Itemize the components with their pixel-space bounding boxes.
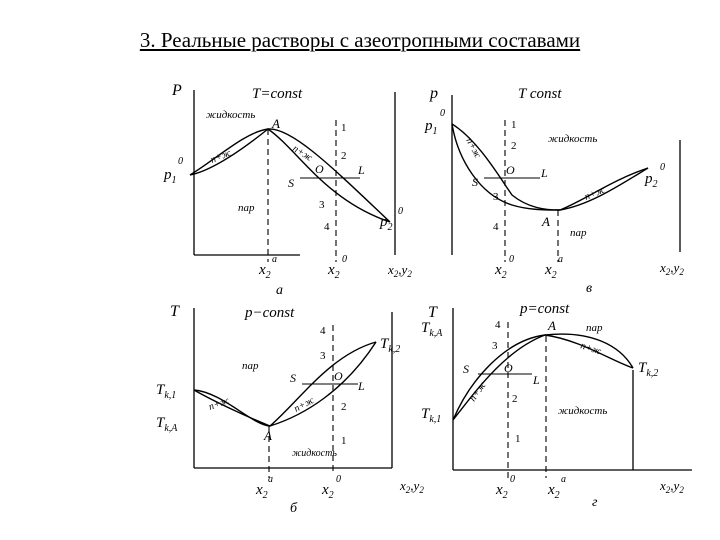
panel-b-two-phase-left: п+ж: [207, 395, 231, 413]
panel-b-tka-sub: k,A: [164, 423, 178, 434]
panel-a-p1-sup: 0: [178, 156, 183, 167]
panel-b-x20-sub: 2: [328, 490, 334, 501]
panel-a-two-phase-left: п+ж: [209, 147, 233, 166]
panel-b-condition: p−const: [245, 305, 295, 321]
panel-b-tka-label: [156, 415, 178, 434]
panel-v-condition: T const: [518, 86, 562, 102]
panel-v-x-axis-base: x: [660, 260, 666, 275]
panel-g-n4: 4: [495, 319, 501, 331]
panel-g-x-axis-sub: 2: [665, 485, 671, 495]
panel-g-x20-sup: 0: [510, 474, 515, 485]
panel-b-tk1-base: T: [156, 382, 165, 398]
panel-b-y-axis-label: T: [170, 303, 179, 320]
panel-b-n1: 1: [341, 435, 347, 447]
panel-g-condition: p=const: [520, 301, 570, 317]
panel-a-x20-base: x: [328, 262, 335, 278]
panel-v-p1-sub: 1: [432, 126, 438, 137]
panel-v-n4: 4: [493, 221, 499, 233]
panel-v-p2-base: p: [645, 171, 653, 187]
panel-b-vapor-label: пар: [242, 360, 259, 372]
panel-a-x-axis-sub-2: 2: [407, 269, 412, 279]
panel-v-point-l: L: [541, 166, 548, 180]
panel-a-x20-label: [327, 262, 340, 281]
panel-b-x2a-base: x: [256, 482, 263, 498]
panel-g-x-axis-label: [659, 478, 684, 495]
panel-v-p1-sup: 0: [440, 108, 445, 119]
panel-v-x2a-base: x: [545, 262, 552, 278]
panel-b-x-axis-base: x: [400, 478, 406, 493]
panel-v-caption: в: [586, 281, 593, 296]
panel-g-x-axis-base: x: [660, 478, 666, 493]
panel-a-x-axis-base-2: ,y: [398, 262, 408, 277]
panel-g-two-phase-left: п+ж: [467, 380, 489, 404]
panel-b-tk1-label: [156, 382, 176, 401]
panel-v-two-phase-left: п+ж: [463, 136, 483, 161]
panel-g-x20-sub: 2: [502, 490, 508, 501]
panel-b-x2a-label: [255, 482, 268, 501]
panel-a-p2-base: p: [380, 214, 388, 230]
panel-b-tk2-label: [380, 336, 400, 355]
panel-a-point-s: S: [288, 176, 294, 190]
panel-v-x-axis-label: [659, 260, 684, 277]
panel-g-tk2-label: [638, 360, 658, 379]
panel-a-x-axis-label: [387, 262, 412, 279]
panel-a-p2-sub: 2: [387, 222, 393, 233]
panel-a-condition: T=const: [252, 86, 303, 102]
panel-v-p2-sub: 2: [652, 179, 658, 190]
panel-g-x2a-base: x: [548, 482, 555, 498]
panel-a-n4: 4: [324, 221, 330, 233]
panel-v-vapor-label: пар: [570, 227, 587, 239]
panel-v-x20-label: [494, 262, 507, 281]
panel-g-x2a-label: [547, 482, 560, 501]
panel-a-x-axis-base: x: [388, 262, 394, 277]
panel-g-x-axis-sub-2: 2: [679, 485, 684, 495]
panel-v-x20-sub: 2: [501, 270, 507, 281]
panel-b-x-axis-base-2: ,y: [410, 478, 420, 493]
panel-v-n2: 2: [511, 140, 517, 152]
panel-b-point-l: L: [358, 379, 365, 393]
panel-a-point-l: L: [358, 163, 365, 177]
panel-v-azeotrope-label: A: [542, 214, 550, 229]
panel-v: [424, 85, 684, 296]
panel-a-x-axis-sub: 2: [393, 269, 399, 279]
panel-b-x-axis-sub: 2: [405, 485, 411, 495]
panel-v-n1: 1: [511, 119, 517, 131]
panel-v-x-axis-sub: 2: [665, 267, 671, 277]
panel-a-p1-sub: 1: [171, 175, 177, 186]
panel-g-x-axis-base-2: ,y: [670, 478, 680, 493]
panel-b-x20-label: [321, 482, 334, 501]
panel-v-x20-base: x: [495, 262, 502, 278]
panel-g-point-l: L: [533, 373, 540, 387]
panel-a-x20-sub: 2: [334, 270, 340, 281]
panel-b-tk2-sub: k,2: [388, 344, 401, 355]
panel-b-tk2-base: T: [380, 336, 389, 352]
panel-g-point-o: O: [504, 361, 513, 375]
panel-v-p1-base: p: [425, 118, 433, 134]
panel-b-x-axis-sub-2: 2: [419, 485, 424, 495]
panel-a-vapor-label: пар: [238, 202, 255, 214]
panel-v-y-axis-label: p: [430, 85, 438, 102]
panel-g-tk1-sub: k,1: [429, 414, 442, 425]
panel-b-azeotrope-label: A: [264, 428, 272, 443]
panel-b-tk1-sub: k,1: [164, 390, 177, 401]
panel-b: [156, 303, 424, 516]
panel-b-n4: 4: [320, 325, 326, 337]
panel-g-x20-label: [495, 482, 508, 501]
panel-a-azeotrope-label: A: [272, 116, 280, 131]
panel-g-point-s: S: [463, 362, 469, 376]
panel-g: [421, 301, 692, 510]
panel-b-liquid-label: жидкость: [292, 448, 337, 459]
panel-g-n3: 3: [492, 340, 498, 352]
panel-a-p2-label: [379, 214, 393, 233]
panel-a-x20-sup: 0: [342, 254, 347, 265]
panel-g-x20-base: x: [496, 482, 503, 498]
panel-b-point-o: O: [334, 369, 343, 383]
panel-a-x2a-base: x: [259, 262, 266, 278]
panel-g-tka-base: T: [421, 320, 430, 336]
panel-a-p1-label: [163, 167, 177, 186]
panel-v-x2a-sup: a: [558, 254, 563, 265]
panel-a-point-o: O: [315, 162, 324, 176]
panel-b-n3: 3: [320, 350, 326, 362]
panel-a-x2a-sup: a: [272, 254, 277, 265]
panel-a-x2a-label: [258, 262, 271, 281]
panel-g-tka-label: [421, 320, 443, 339]
panel-v-point-o: O: [506, 163, 515, 177]
panel-g-tk1-base: T: [421, 406, 430, 422]
panel-v-x20-sup: 0: [509, 254, 514, 265]
panel-g-tka-sub: k,A: [429, 328, 443, 339]
panel-a-p1-base: p: [164, 167, 172, 183]
panel-g-n1: 1: [515, 433, 521, 445]
panel-v-p1-label: [424, 118, 438, 137]
panel-v-x2a-sub: 2: [551, 270, 557, 281]
panel-g-caption: г: [592, 495, 598, 510]
panel-v-n3: 3: [493, 191, 499, 203]
panel-a-n3: 3: [319, 199, 325, 211]
panel-a: [163, 82, 412, 298]
panel-b-x2a-sup: a: [268, 474, 273, 485]
panel-b-n2: 2: [341, 401, 347, 413]
panel-a-two-phase-right: п+ж: [290, 143, 315, 164]
panel-a-x2a-sub: 2: [265, 270, 271, 281]
panel-b-x20-sup: 0: [336, 474, 341, 485]
panel-a-n2: 2: [341, 150, 347, 162]
panel-v-x2a-label: [544, 262, 557, 281]
panel-g-n2: 2: [512, 393, 518, 405]
panel-a-caption: а: [276, 283, 283, 298]
panel-b-x20-base: x: [322, 482, 329, 498]
panel-b-x2a-sub: 2: [262, 490, 268, 501]
panel-g-x2a-sub: 2: [554, 490, 560, 501]
panel-b-point-s: S: [290, 371, 296, 385]
panel-a-liquid-label: жидкость: [206, 109, 256, 121]
panel-v-point-s: S: [472, 175, 478, 189]
panel-a-n1: 1: [341, 122, 347, 134]
panel-v-liquid-label: жидкость: [548, 133, 598, 145]
panel-g-liquid-label: жидкость: [558, 405, 608, 417]
panel-g-two-phase-right: п+ж: [579, 340, 603, 358]
panel-g-y-axis-label: T: [428, 304, 437, 321]
panel-v-p2-sup: 0: [660, 162, 665, 173]
panel-v-two-phase-right: п+ж: [583, 184, 607, 203]
panel-g-tk2-sub: k,2: [646, 368, 659, 379]
panel-g-tk1-label: [421, 406, 441, 425]
panel-v-p2-label: [644, 171, 658, 190]
panel-g-x2a-sup: a: [561, 474, 566, 485]
panel-g-tk2-base: T: [638, 360, 647, 376]
panel-b-two-phase-right: п+ж: [292, 395, 317, 415]
panel-b-tka-base: T: [156, 415, 165, 431]
panel-v-x-axis-base-2: ,y: [670, 260, 680, 275]
panel-a-y-axis-label: P: [172, 82, 182, 99]
panel-b-x-axis-label: [399, 478, 424, 495]
panel-g-azeotrope-label: A: [548, 318, 556, 333]
slide-title: 3. Реальные растворы с азеотропными составами: [139, 28, 581, 52]
panel-b-caption: б: [290, 501, 298, 516]
panel-v-x-axis-sub-2: 2: [679, 267, 684, 277]
panel-a-p2-sup: 0: [398, 206, 403, 217]
panel-g-vapor-label: пар: [586, 322, 603, 334]
